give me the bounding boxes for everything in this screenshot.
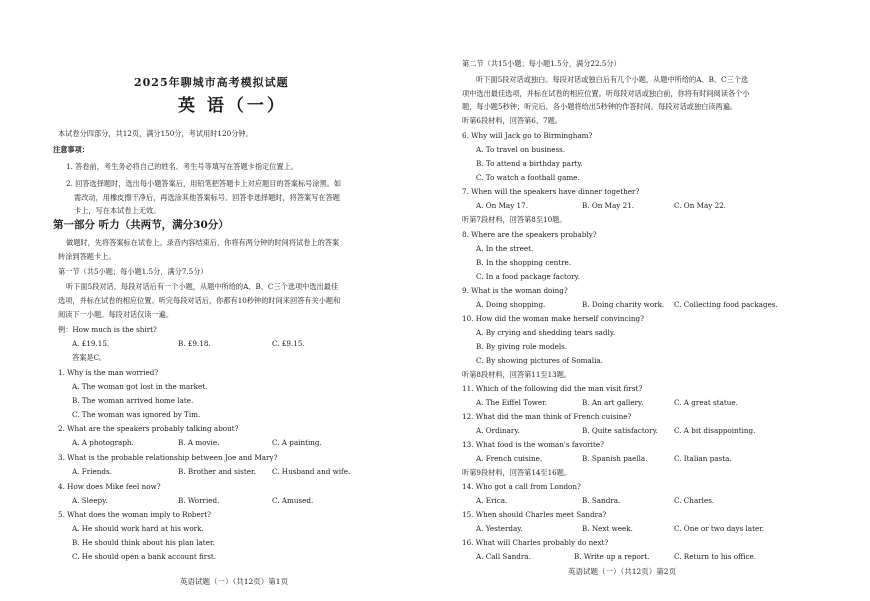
q1-option-c: C. The woman was ignored by Tim. [72, 410, 201, 419]
section1-heading: 第一节（共5小题；每小题1.5分，满分7.5分） [58, 267, 208, 276]
question-9: 9. What is the woman doing? [462, 286, 568, 295]
option-a: A. Sleepy. [72, 496, 108, 505]
question-13: 13. What food is the woman's favorite? [462, 440, 604, 449]
question-11: 11. Which of the following did the man visit first? [462, 384, 643, 393]
section2-text-line-1: 听下面5段对话或独白。每段对话或独白后有几个小题，从题中所给的A、B、C三个选 [476, 75, 749, 84]
q6-option-a: A. To travel on business. [476, 145, 566, 154]
question-4: 4. How does Mike feel now? [58, 482, 161, 491]
option-c: C. A great statue. [674, 398, 738, 407]
question-1: 1. Why is the man worried? [58, 368, 159, 377]
material-7-label: 听第7段材料，回答第8至10题。 [462, 215, 567, 224]
option-c: C. On May 22. [674, 201, 727, 210]
intro-text: 本试卷分四部分，共12页，满分150分，考试用时120分钟。 [58, 129, 253, 138]
example-answer: 答案是C。 [72, 353, 107, 362]
part1-heading: 第一部分 听力（共两节，满分30分） [53, 219, 229, 231]
option-c: C. A bit disappointing. [674, 426, 756, 435]
question-16: 16. What will Charles probably do next? [462, 538, 609, 547]
section1-text-line-2: 选项，并标在试卷的相应位置。听完每段对话后，你都有10秒钟的时间来回答有关小题和 [58, 296, 341, 305]
option-c: C. Husband and wife. [272, 467, 351, 476]
option-c: C. £9.15. [272, 339, 305, 348]
note-2-line-1: 2. 回答选择题时，选出每小题答案后，用铅笔把答题卡上对应题目的答案标号涂黑。如 [66, 179, 342, 188]
option-b: B. Next week. [582, 524, 633, 533]
note-1: 1. 答卷前，考生务必将自己的姓名、考生号等填写在答题卡指定位置上。 [66, 162, 298, 171]
q6-option-c: C. To watch a football game. [476, 173, 580, 182]
q10-option-b: B. By giving role models. [476, 342, 568, 351]
material-6-label: 听第6段材料，回答第6、7题。 [462, 116, 562, 125]
question-15: 15. When should Charles meet Sandra? [462, 510, 607, 519]
option-b: B. An art gallery. [582, 398, 644, 407]
section1-text-line-1: 听下面5段对话。每段对话后有一个小题，从题中所给的A、B、C三个选项中选出最佳 [66, 282, 339, 291]
option-b: B. Worried. [178, 496, 220, 505]
example-question: 例：How much is the shirt? [58, 325, 157, 334]
q1-option-a: A. The woman got lost in the market. [72, 382, 208, 391]
notes-heading: 注意事项： [53, 145, 89, 154]
question-12: 12. What did the man think of French cuisine? [462, 412, 632, 421]
question-2: 2. What are the speakers probably talking about? [58, 424, 239, 433]
option-a: A. The Eiffel Tower. [476, 398, 548, 407]
exam-title: 2025年聊城市高考模拟试题 [134, 76, 289, 89]
option-a: A. Doing shopping. [476, 300, 546, 309]
option-b: B. Sandra. [582, 496, 621, 505]
subject-title: 英 语（一） [178, 96, 287, 116]
question-14: 14. Who got a call from London? [462, 482, 581, 491]
option-b: B. A movie. [178, 438, 220, 447]
note-2-line-3: 卡上，写在本试卷上无效。 [74, 206, 161, 215]
q8-option-c: C. In a food package factory. [476, 272, 581, 281]
question-5: 5. What does the woman imply to Robert? [58, 510, 211, 519]
page-footer-2: 英语试题（一）（共12页）第2页 [568, 567, 677, 576]
option-c: C. A painting. [272, 438, 322, 447]
q5-option-a: A. He should work hard at his work. [72, 524, 204, 533]
option-c: C. One or two days later. [674, 524, 765, 533]
option-c: C. Collecting food packages. [674, 300, 778, 309]
option-a: A. £19.15. [72, 339, 110, 348]
option-b: B. Spanish paella. [582, 454, 648, 463]
section2-heading: 第二节（共15小题；每小题1.5分，满分22.5分） [462, 59, 621, 68]
question-6: 6. Why will Jack go to Birmingham? [462, 131, 593, 140]
question-3: 3. What is the probable relationship between Joe and Mary? [58, 453, 278, 462]
option-b: B. Quite satisfactory. [582, 426, 658, 435]
q8-option-a: A. In the street. [476, 244, 534, 253]
option-c: C. Charles. [674, 496, 715, 505]
option-b: B. Brother and sister. [178, 467, 256, 476]
option-a: A. A photograph. [72, 438, 134, 447]
option-b: B. £9.18. [178, 339, 211, 348]
question-10: 10. How did the woman make herself convincing? [462, 314, 644, 323]
option-a: A. Ordinary. [476, 426, 520, 435]
q10-option-c: C. By showing pictures of Somalia. [476, 356, 603, 365]
option-c: C. Italian pasta. [674, 454, 732, 463]
question-7: 7. When will the speakers have dinner together? [462, 187, 640, 196]
material-9-label: 听第9段材料，回答第14至16题。 [462, 468, 572, 477]
option-a: A. Yesterday. [476, 524, 523, 533]
q5-option-c: C. He should open a bank account first. [72, 552, 217, 561]
option-a: A. Friends. [72, 467, 112, 476]
material-8-label: 听第8段材料，回答第11至13题。 [462, 370, 572, 379]
option-a: A. Erica. [476, 496, 508, 505]
option-a: A. On May 17. [476, 201, 528, 210]
page-footer-1: 英语试题（一）（共12页）第1页 [180, 577, 289, 586]
q10-option-a: A. By crying and shedding tears sadly. [476, 328, 616, 337]
option-c: C. Return to his office. [674, 552, 757, 561]
option-a: A. Call Sandra. [476, 552, 531, 561]
q1-option-b: B. The woman arrived home late. [72, 396, 194, 405]
section2-text-line-2: 项中选出最佳选项，并标在试卷的相应位置。听每段对话或独白前，你将有时间阅读各个小 [462, 89, 750, 98]
option-c: C. Amused. [272, 496, 314, 505]
part1-intro-line-2: 转涂到答题卡上。 [58, 252, 116, 261]
section1-text-line-3: 阅读下一小题。每段对话仅读一遍。 [58, 310, 174, 319]
option-b: B. Doing charity work. [582, 300, 665, 309]
option-b: B. On May 21. [582, 201, 635, 210]
q5-option-b: B. He should think about his plan later. [72, 538, 215, 547]
part1-intro-line-1: 做题时，先将答案标在试卷上。录音内容结束后，你将有两分钟的时间将试卷上的答案 [66, 238, 340, 247]
q6-option-b: B. To attend a birthday party. [476, 159, 583, 168]
section2-text-line-3: 题，每小题5秒钟；听完后，各小题将给出5秒钟的作答时间。每段对话或独白读两遍。 [462, 102, 738, 111]
note-2-line-2: 需改动，用橡皮擦干净后，再选涂其他答案标号。回答非选择题时，将答案写在答题 [74, 193, 340, 202]
option-b: B. Write up a report. [574, 552, 650, 561]
q8-option-b: B. In the shopping centre. [476, 258, 572, 267]
option-a: A. French cuisine. [476, 454, 543, 463]
question-8: 8. Where are the speakers probably? [462, 230, 597, 239]
